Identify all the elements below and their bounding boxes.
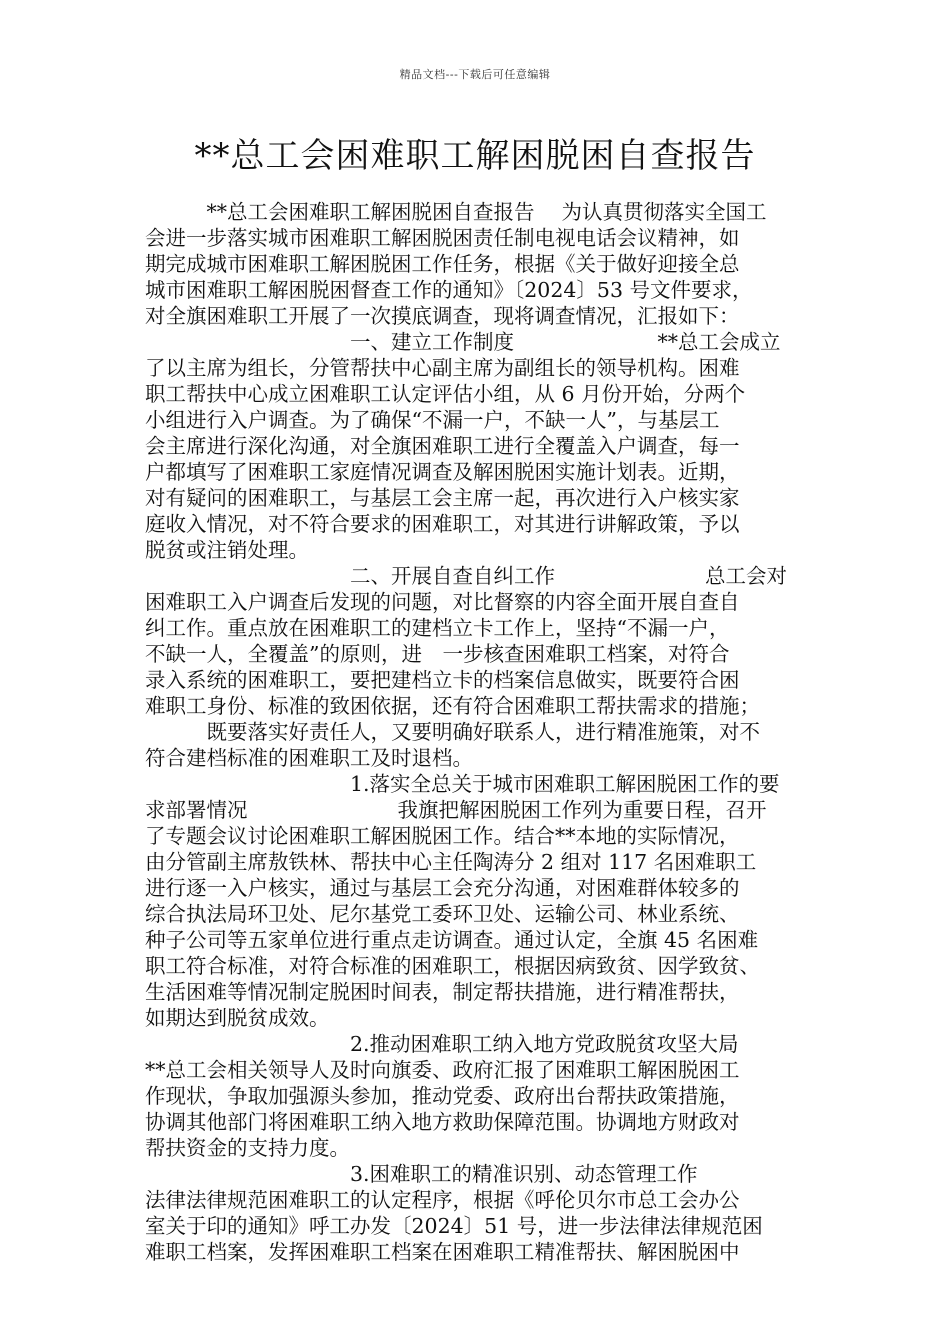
body-text-line: 符合建档标准的困难职工及时退档。 — [145, 746, 473, 770]
body-text-line: **总工会困难职工解困脱困自查报告 为认真贯彻落实全国工 — [145, 200, 767, 224]
body-text-line: 户都填写了困难职工家庭情况调查及解困脱困实施计划表。近期， — [145, 460, 740, 484]
body-text-line: 城市困难职工解困脱困督查工作的通知》〔2024〕53 号文件要求， — [145, 278, 753, 302]
body-text-line: 法律法律规范困难职工的认定程序，根据《呼伦贝尔市总工会办公 — [145, 1188, 740, 1212]
body-text-line: 3.困难职工的精准识别、动态管理工作 — [145, 1162, 698, 1186]
body-text-line: 种子公司等五家单位进行重点走访调查。通过认定，全旗 45 名困难 — [145, 928, 759, 952]
body-text-line: 录入系统的困难职工，要把建档立卡的档案信息做实，既要符合困 — [145, 668, 740, 692]
body-text-line: 对有疑问的困难职工，与基层工会主席一起，再次进行入户核实家 — [145, 486, 740, 510]
body-text-line: 一、建立工作制度 **总工会成立 — [145, 330, 781, 354]
body-text-line: 会主席进行深化沟通，对全旗困难职工进行全覆盖入户调查，每一 — [145, 434, 740, 458]
document-body — [145, 199, 825, 1265]
body-text-line: 纠工作。重点放在困难职工的建档立卡工作上，坚持“不漏一户， — [145, 616, 730, 640]
body-text-line: 小组进行入户调查。为了确保“不漏一户，不缺一人”，与基层工 — [145, 408, 720, 432]
body-text-line: 难职工档案，发挥困难职工档案在困难职工精准帮扶、解困脱困中 — [145, 1240, 740, 1264]
body-text-line: 了专题会议讨论困难职工解困脱困工作。结合**本地的实际情况， — [145, 824, 740, 848]
body-text-line: 协调其他部门将困难职工纳入地方救助保障范围。协调地方财政对 — [145, 1110, 740, 1134]
body-text-line: 职工帮扶中心成立困难职工认定评估小组，从 6 月份开始，分两个 — [145, 382, 746, 406]
body-text-line: 会进一步落实城市困难职工解困脱困责任制电视电话会议精神，如 — [145, 226, 740, 250]
body-text-line: 了以主席为组长，分管帮扶中心副主席为副组长的领导机构。困难 — [145, 356, 740, 380]
body-text-line: 2.推动困难职工纳入地方党政脱贫攻坚大局 — [145, 1032, 739, 1056]
body-text-line: 如期达到脱贫成效。 — [145, 1006, 330, 1030]
body-text-line: 庭收入情况，对不符合要求的困难职工，对其进行讲解政策，予以 — [145, 512, 740, 536]
body-text-line: 帮扶资金的支持力度。 — [145, 1136, 350, 1160]
body-text-line: 既要落实好责任人，又要明确好联系人，进行精准施策，对不 — [145, 720, 760, 744]
body-text-line: 进行逐一入户核实，通过与基层工会充分沟通，对困难群体较多的 — [145, 876, 740, 900]
body-text-line: 职工符合标准，对符合标准的困难职工，根据因病致贫、因学致贫、 — [145, 954, 760, 978]
body-text-line: 生活困难等情况制定脱困时间表，制定帮扶措施，进行精准帮扶， — [145, 980, 740, 1004]
body-text-line: 对全旗困难职工开展了一次摸底调查，现将调查情况，汇报如下： — [145, 304, 740, 328]
body-text-line: 由分管副主席敖铁林、帮扶中心主任陶涛分 2 组对 117 名困难职工 — [145, 850, 757, 874]
body-text-line: 室关于印的通知》呼工办发〔2024〕51 号，进一步法律法律规范困 — [145, 1214, 763, 1238]
body-text-line: 综合执法局环卫处、尼尔基党工委环卫处、运输公司、林业系统、 — [145, 902, 740, 926]
body-text-line: 二、开展自查自纠工作 总工会对 — [145, 564, 788, 588]
body-text-line: 不缺一人，全覆盖”的原则，进 一步核查困难职工档案，对符合 — [145, 642, 730, 666]
body-text-line: 期完成城市困难职工解困脱困工作任务，根据《关于做好迎接全总 — [145, 252, 740, 276]
body-text-line: 难职工身份、标准的致困依据，还有符合困难职工帮扶需求的措施； — [145, 694, 760, 718]
document-title: **总工会困难职工解困脱困自查报告 — [194, 136, 756, 176]
body-text-line: 困难职工入户调查后发现的问题，对比督察的内容全面开展自查自 — [145, 590, 740, 614]
header-note: 精品文档---下载后可任意编辑 — [399, 68, 551, 81]
body-text-line: **总工会相关领导人及时向旗委、政府汇报了困难职工解困脱困工 — [145, 1058, 740, 1082]
body-text-line: 1.落实全总关于城市困难职工解困脱困工作的要 — [145, 772, 780, 796]
body-text-line: 求部署情况 我旗把解困脱困工作列为重要日程，召开 — [145, 798, 767, 822]
body-text-line: 脱贫或注销处理。 — [145, 538, 309, 562]
body-text-line: 作现状，争取加强源头参加，推动党委、政府出台帮扶政策措施， — [145, 1084, 740, 1108]
